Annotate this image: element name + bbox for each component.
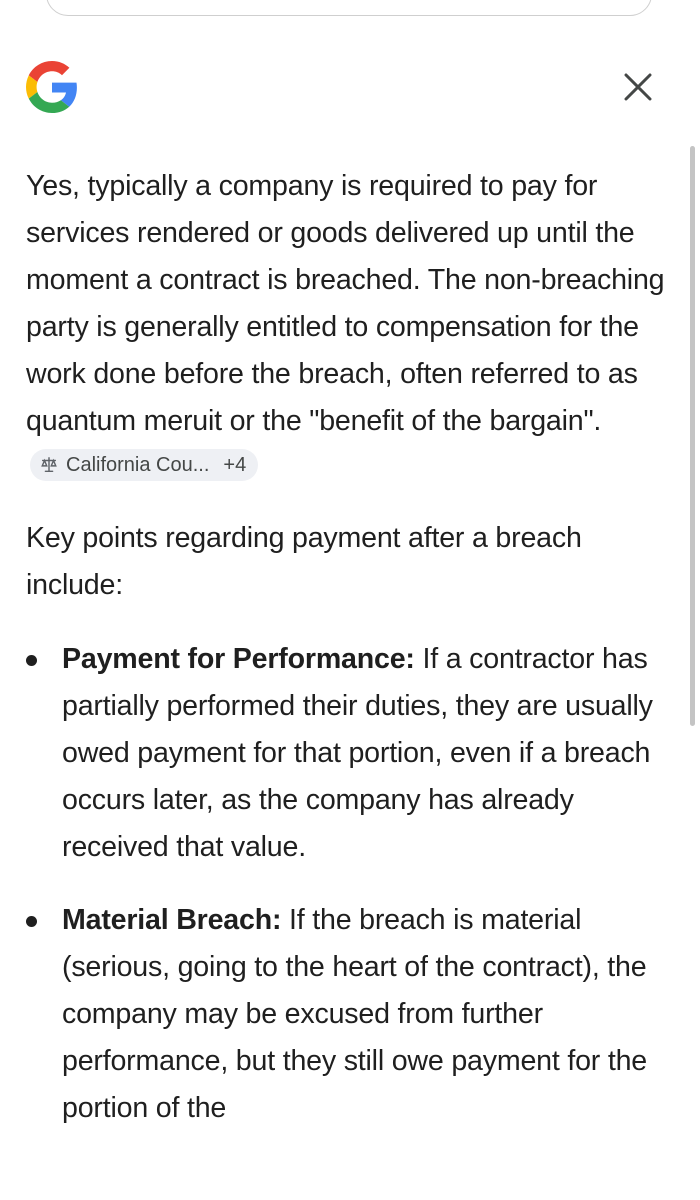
- search-box[interactable]: [46, 0, 652, 16]
- scrollbar[interactable]: [690, 146, 695, 726]
- bullet-dot: [26, 916, 37, 927]
- scales-icon: [40, 456, 58, 474]
- source-chip[interactable]: [30, 449, 258, 481]
- answer-intro-text: Yes, typically a company is required to pay for services rendered or goods delivered up until the moment a contract is breached. The non-breaching party is generally entitled to compensation for the work done before the breach, often referred to as quantum meruit or the "benefit of the bargain".: [26, 170, 665, 437]
- list-item: [26, 636, 668, 871]
- point-title: Payment for Performance:: [62, 643, 415, 675]
- bullet-dot: [26, 655, 37, 666]
- source-chip-label: California Cou...: [66, 454, 210, 476]
- source-chip-count: +4: [223, 454, 247, 476]
- key-points-list: [26, 636, 668, 1132]
- close-button[interactable]: [614, 63, 662, 111]
- answer-content: [26, 163, 668, 1132]
- answer-intro: [26, 163, 668, 492]
- close-icon: [623, 72, 653, 102]
- list-item: [26, 897, 668, 1132]
- answer-header: [0, 50, 700, 130]
- point-text: If a contractor has partially performed their duties, they are usually owed payment for that portion, even if a breach occurs later, as the company has already received that value.: [62, 643, 653, 863]
- point-title: Material Breach:: [62, 904, 282, 936]
- google-g-logo: [26, 61, 78, 113]
- top-strip: [0, 0, 700, 50]
- point-text: If the breach is material (serious, going to the heart of the contract), the company may be excused from further performance, but they still owe payment for the portion of the: [62, 904, 648, 1124]
- key-points-intro: Key points regarding payment after a breach include:: [26, 522, 582, 601]
